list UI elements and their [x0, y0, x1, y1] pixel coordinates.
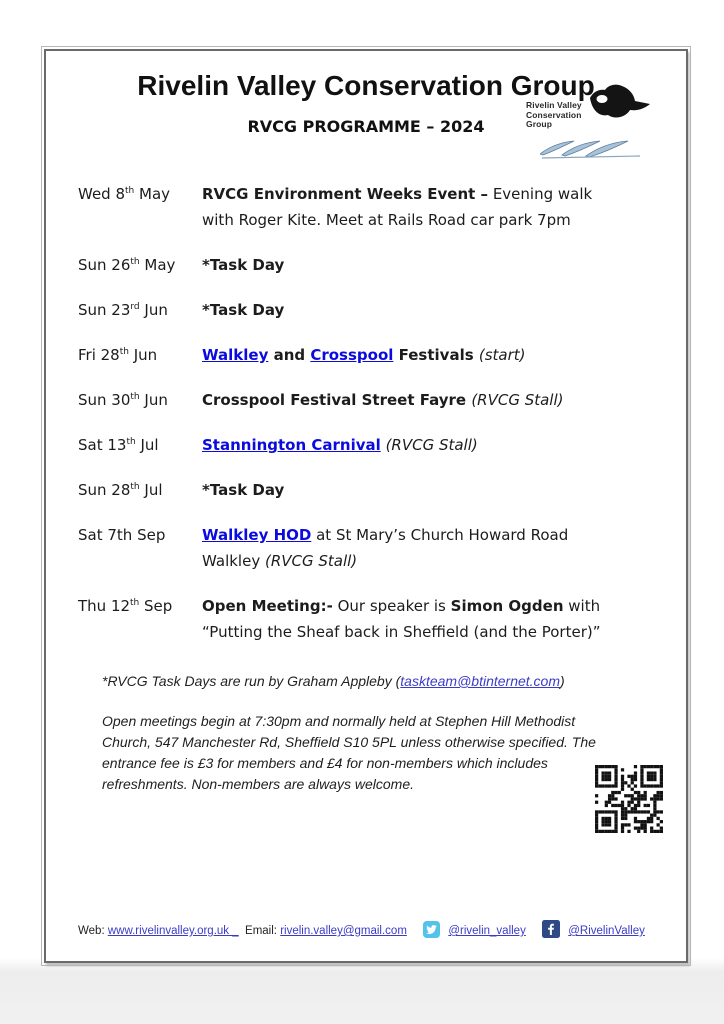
event-description	[202, 252, 670, 278]
text-segment: Crosspool Festival Street Fayre	[202, 391, 472, 409]
text-segment: Walkley	[202, 552, 265, 570]
event-date	[78, 181, 202, 233]
crosspool-festival-link[interactable]: Crosspool	[310, 346, 394, 364]
ordinal-superscript: th	[130, 598, 140, 608]
qr-code	[595, 765, 663, 833]
text-segment: Sun 30	[78, 391, 131, 409]
text-segment: Jun	[139, 391, 168, 409]
text-segment: (start)	[478, 346, 526, 364]
event-row	[78, 387, 670, 413]
logo-text-line: Group	[526, 119, 552, 129]
event-row	[78, 432, 670, 458]
event-row	[78, 342, 670, 368]
event-row	[78, 252, 670, 278]
ordinal-superscript: th	[125, 186, 135, 196]
text-segment: Jun	[128, 346, 158, 364]
events-list	[78, 181, 670, 664]
logo-text	[526, 101, 582, 130]
text-segment: “Putting the Sheaf back in Sheffield (and the Porter)”	[202, 623, 601, 641]
event-date	[78, 432, 202, 458]
event-date	[78, 252, 202, 278]
footer-contact-line	[78, 920, 645, 938]
event-row	[78, 181, 670, 233]
text-segment: with	[563, 597, 601, 615]
text-segment: Sep	[139, 597, 173, 615]
text-segment: May	[134, 185, 171, 203]
programme-page	[44, 49, 688, 963]
event-date	[78, 522, 202, 574]
text-segment: Church, 547 Manchester Rd, Sheffield S10 5PL unless otherwise specified. The	[102, 734, 596, 750]
text-segment: with Roger Kite. Meet at Rails Road car park 7pm	[202, 211, 571, 229]
text-segment: Jul	[135, 436, 159, 454]
text-segment: Fri 28	[78, 346, 120, 364]
event-date	[78, 593, 202, 645]
event-date	[78, 477, 202, 503]
text-segment: Email:	[238, 925, 281, 937]
text-segment: Jun	[139, 301, 168, 319]
bird-icon	[588, 82, 652, 124]
text-segment: *RVCG Task Days are run by Graham Appleby (	[102, 673, 401, 689]
text-segment: (RVCG Stall)	[264, 552, 358, 570]
event-row	[78, 297, 670, 323]
event-description	[202, 387, 670, 413]
logo-text-line: Conservation	[526, 109, 582, 120]
taskteam-email-link[interactable]: taskteam@btinternet.com	[400, 673, 561, 689]
text-segment: *Task Day	[202, 481, 285, 499]
event-row	[78, 522, 670, 574]
walkley-festival-link[interactable]: Walkley	[202, 346, 269, 364]
rvcg-logo	[520, 88, 648, 154]
text-segment: (RVCG Stall)	[385, 436, 478, 454]
programme-subtitle: RVCG PROGRAMME – 2024	[247, 117, 485, 136]
event-row	[78, 477, 670, 503]
text-segment: Evening walk	[488, 185, 593, 203]
event-description	[202, 342, 670, 368]
event-date	[78, 297, 202, 323]
event-row	[78, 593, 670, 645]
open-meetings-note	[102, 711, 596, 795]
website-link[interactable]: www.rivelinvalley.org.uk _	[107, 925, 239, 937]
facebook-handle-link[interactable]: @RivelinValley	[568, 925, 645, 937]
text-segment: Our speaker is	[332, 597, 451, 615]
text-segment: refreshments. Non-members are always welcome.	[102, 776, 414, 792]
ordinal-superscript: th	[130, 482, 140, 492]
walkley-hod-link[interactable]: Walkley HOD	[202, 526, 312, 544]
text-segment: Sat 7th Sep	[78, 526, 166, 544]
page-title: Rivelin Valley Conservation Group	[137, 70, 595, 101]
task-days-note	[102, 671, 565, 692]
event-description	[202, 432, 670, 458]
text-segment: Sun 26	[78, 256, 131, 274]
text-segment: Thu 12	[78, 597, 131, 615]
text-segment: Sun 23	[78, 301, 131, 319]
event-description	[202, 297, 670, 323]
text-segment: *Task Day	[202, 256, 285, 274]
stannington-carnival-link[interactable]: Stannington Carnival	[202, 436, 381, 454]
twitter-icon[interactable]	[423, 921, 440, 938]
text-segment: (RVCG Stall)	[471, 391, 564, 409]
twitter-handle-link[interactable]: @rivelin_valley	[448, 925, 526, 937]
text-segment: *Task Day	[202, 301, 285, 319]
event-description	[202, 181, 670, 233]
event-description	[202, 477, 670, 503]
text-segment: May	[139, 256, 176, 274]
text-segment: at St Mary’s Church Howard Road	[311, 526, 569, 544]
text-segment: Festivals	[393, 346, 479, 364]
water-waves-icon	[540, 134, 644, 160]
text-segment: entrance fee is £3 for members and £4 for non-members which includes	[102, 755, 548, 771]
text-segment: Web:	[78, 925, 108, 937]
text-segment: Wed 8	[78, 185, 126, 203]
event-date	[78, 342, 202, 368]
ordinal-superscript: th	[130, 257, 140, 267]
text-segment: and	[268, 346, 311, 364]
text-segment: Simon Ogden	[450, 597, 564, 615]
email-link[interactable]: rivelin.valley@gmail.com	[280, 925, 407, 937]
event-date	[78, 387, 202, 413]
ordinal-superscript: th	[126, 437, 136, 447]
logo-text-line: Rivelin Valley	[526, 100, 582, 110]
text-segment: Jul	[139, 481, 163, 499]
ordinal-superscript: th	[119, 347, 129, 357]
text-segment: Sat 13	[78, 436, 127, 454]
facebook-icon[interactable]	[542, 920, 560, 938]
event-description	[202, 522, 670, 574]
event-description	[202, 593, 670, 645]
ordinal-superscript: th	[130, 392, 140, 402]
ordinal-superscript: rd	[130, 302, 140, 312]
text-segment: Open meetings begin at 7:30pm and normally held at Stephen Hill Methodist	[102, 713, 576, 729]
text-segment: Sun 28	[78, 481, 131, 499]
text-segment: )	[560, 673, 565, 689]
text-segment: Open Meeting:-	[202, 597, 333, 615]
text-segment: RVCG Environment Weeks Event –	[202, 185, 489, 203]
